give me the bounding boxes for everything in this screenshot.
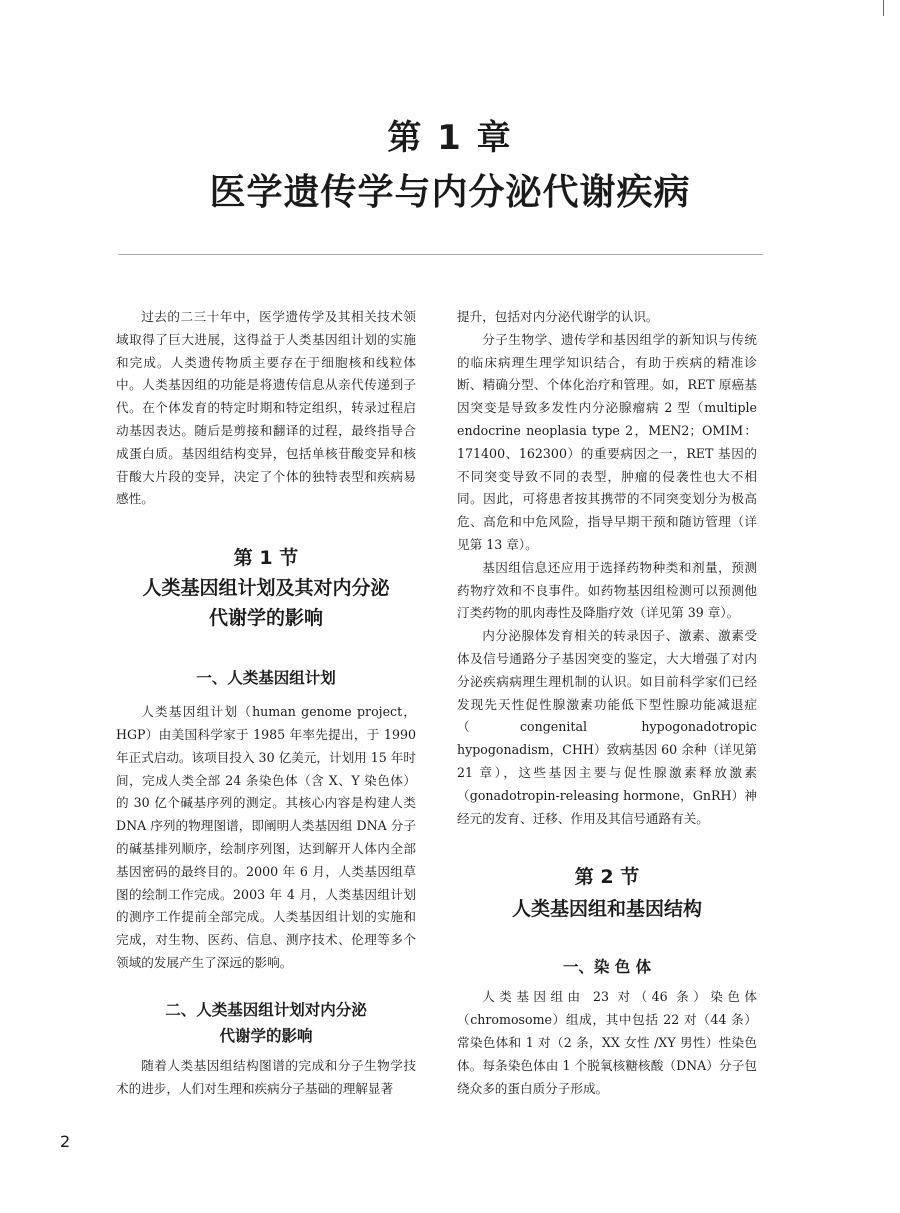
pharmacogenomics-paragraph: 基因组信息还应用于选择药物种类和剂量，预测药物疗效和不良事件。如药物基因组检测可以预测他汀类药物的肌肉毒性及降脂疗效（详见第 39 章）。 bbox=[457, 559, 757, 621]
section-1-title-line2: 代谢学的影响 bbox=[208, 607, 323, 630]
intro-paragraph: 过去的二三十年中，医学遗传学及其相关技术领域取得了巨大进展，这得益于人类基因组计划的实施和完成。人类遗传物质主要存在于细胞核和线粒体中。人类基因组的功能是将遗传信息从亲代传递到子代。在个体发育的特定时期和特定组织，转录过程启动基因表达。随后是剪接和翻译的过程，最终指导合成蛋白质。基因组结构变异，包括单核苷酸变异和核苷酸大片段的变异，决定了个体的独特表型和疾病易感性。 bbox=[116, 309, 416, 507]
transcription-factor-paragraph: 内分泌腺体发育相关的转录因子、激素、激素受体及信号通路分子基因突变的鉴定，大大增强了对内分泌疾病病理生理机制的认识。如目前科学家们已经发现先天性促性腺激素功能低下型性腺功能减退症（congenital hypogonadotropic hypogonadism，CHH）致病基因 60 余种（详见第 21 章），这些基因主要与促性腺激素释放激素（gonadotropin-releasing hormone，GnRH）神经元的发育、迁移、作用及其信号通路有关。 bbox=[457, 628, 757, 826]
right-column bbox=[457, 306, 757, 1100]
subsection-3-title: 一、染 色 体 bbox=[562, 958, 652, 977]
molecular-paragraph: 分子生物学、遗传学和基因组学的新知识与传统的临床病理生理学知识结合，有助于疾病的精准诊断、精确分型、个体化治疗和管理。如，RET 原癌基因突变是导致多发性内分泌腺瘤病 2 型（multiple endocrine neoplasia type 2，MEN2；OMIM：171400、162300）的重要病因之一，RET 基因的不同突变导致不同的表型，肿瘤的侵袭性也大不相同。因此，可将患者按其携带的不同突变划分为极高危、高危和中危风险，指导早期干预和随访管理（详见第 13 章）。 bbox=[457, 331, 757, 552]
hgp-paragraph: 人类基因组计划（human genome project，HGP）由美国科学家于 1985 年率先提出，于 1990 年正式启动。该项目投入 30 亿美元，计划用 15 年时间，完成人类全部 24 条染色体（含 X、Y 染色体）的 30 亿个碱基序列的测定。其核心内容是构建人类 DNA 序列的物理图谱，即阐明人类基因组 DNA 分子的碱基排列顺序，绘制序列图，达到解开人体内全部基因密码的最终目的。2000 年 6 月，人类基因组草图的绘制工作完成。2003 年 4 月，人类基因组计划的测序工作提前全部完成。人类基因组计划的实施和完成，对生物、医药、信息、测序技术、伦理等多个领域的发展产生了深远的影响。 bbox=[116, 704, 416, 970]
left-column bbox=[116, 306, 416, 1100]
crop-mark bbox=[883, 0, 884, 16]
subsection-2-title-line2: 代谢学的影响 bbox=[219, 1026, 313, 1045]
header-divider bbox=[118, 254, 763, 255]
section-2-title: 人类基因组和基因结构 bbox=[511, 898, 702, 921]
chromosome-paragraph: 人类基因组由 23 对（46 条）染色体（chromosome）组成，其中包括 22 对（44 条）常染色体和 1 对（2 条，XX 女性 /XY 男性）性染色体。每条染色体由 1 个脱氧核糖核酸（DNA）分子包绕众多的蛋白质分子形成。 bbox=[457, 989, 757, 1096]
chapter-title: 医学遗传学与内分泌代谢疾病 bbox=[209, 172, 691, 213]
section-2-number: 第 2 节 bbox=[574, 866, 640, 889]
section-1-title-line1: 人类基因组计划及其对内分泌 bbox=[142, 577, 390, 600]
section-1-number: 第 1 节 bbox=[233, 547, 299, 570]
page-number: 2 bbox=[60, 1132, 71, 1151]
subsection-1-title: 一、人类基因组计划 bbox=[196, 669, 336, 688]
chapter-number: 第 1 章 bbox=[387, 118, 513, 158]
subsection-2-title-line1: 二、人类基因组计划对内分泌 bbox=[165, 1000, 367, 1019]
impact-paragraph: 随着人类基因组结构图谱的完成和分子生物学技术的进步，人们对生理和疾病分子基础的理解显著 bbox=[116, 1057, 416, 1096]
continued-paragraph: 提升，包括对内分泌代谢学的认识。 bbox=[457, 309, 659, 324]
